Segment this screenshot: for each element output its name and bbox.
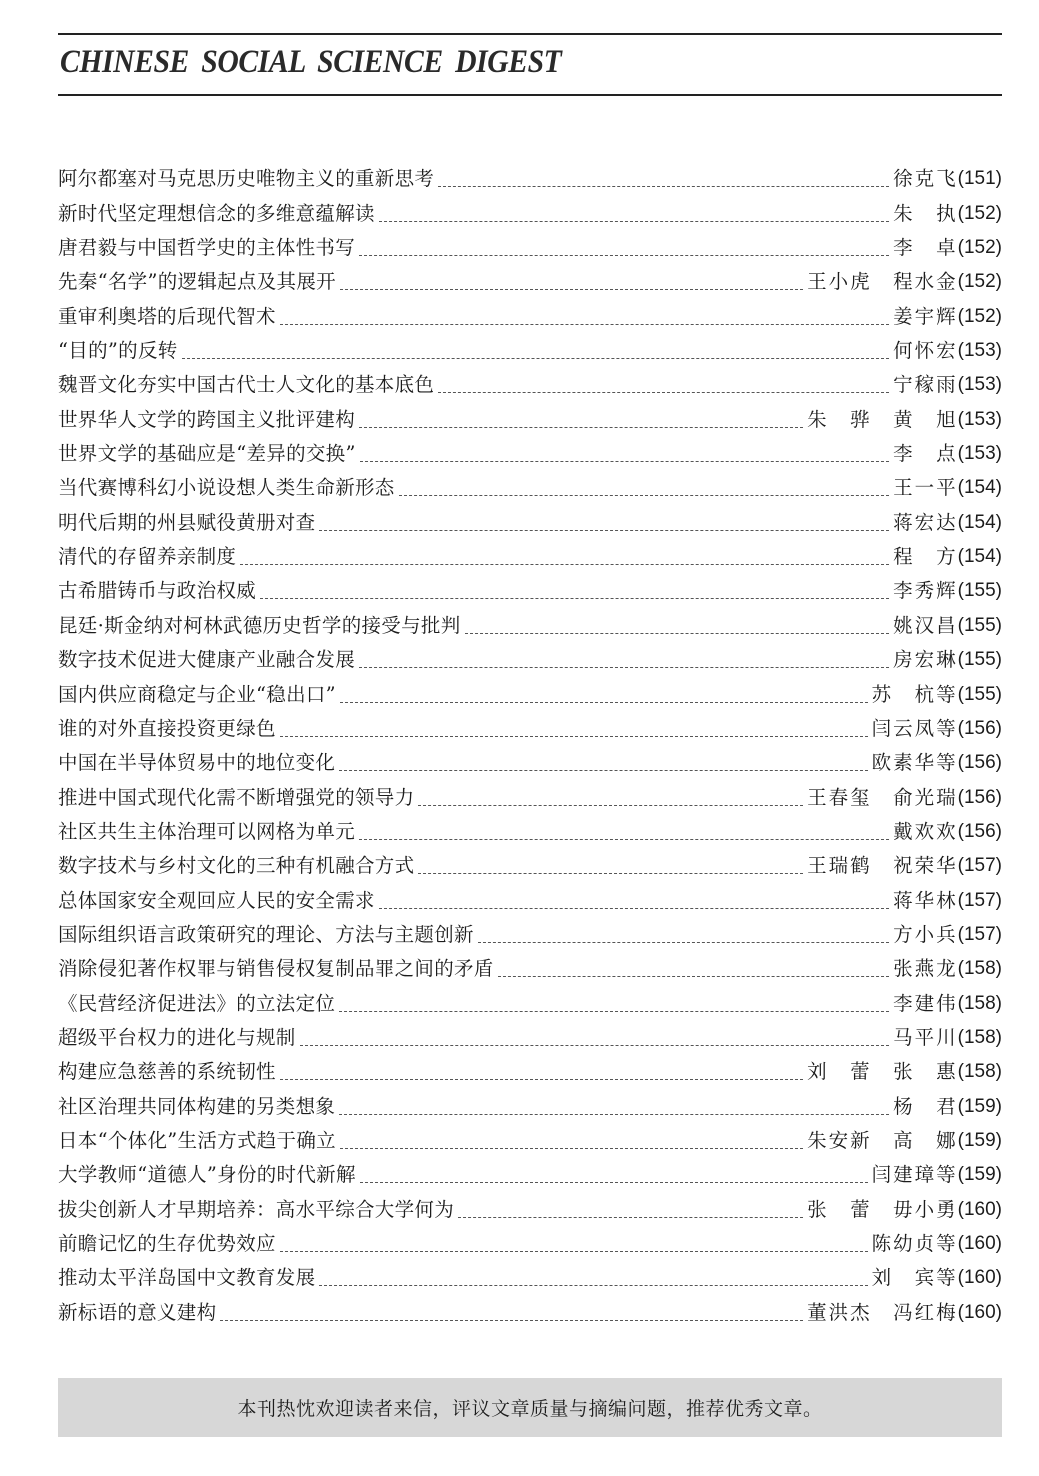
toc-entry[interactable] xyxy=(58,535,1002,569)
toc-entry-title: 《民营经济促进法》的立法定位 xyxy=(58,991,336,1015)
toc-entry[interactable] xyxy=(58,638,1002,672)
toc-entry-author: 蒋宏达 xyxy=(893,510,958,534)
toc-entry-title: 国际组织语言政策研究的理论、方法与主题创新 xyxy=(58,922,474,946)
toc-entry-author: 戴欢欢 xyxy=(893,819,958,843)
toc-entry-author: 闫建璋等 xyxy=(871,1163,958,1187)
journal-title: CHINESE SOCIAL SCIENCE DIGEST xyxy=(60,44,562,80)
toc-dot-leader xyxy=(418,805,803,806)
toc-entry[interactable] xyxy=(58,707,1002,741)
toc-entry-title: 清代的存留养亲制度 xyxy=(58,545,237,569)
toc-dot-leader xyxy=(340,702,868,703)
toc-entry-page: (159) xyxy=(957,1164,1002,1186)
toc-entry-page: (152) xyxy=(957,305,1002,327)
toc-entry-author: 董洪杰 冯红梅 xyxy=(807,1300,958,1324)
toc-entry-author: 欧素华等 xyxy=(871,751,958,775)
toc-dot-leader xyxy=(360,461,889,462)
toc-entry[interactable] xyxy=(58,741,1002,775)
toc-dot-leader xyxy=(339,1011,889,1012)
toc-entry-page: (155) xyxy=(957,580,1002,602)
toc-entry-page: (156) xyxy=(957,820,1002,842)
toc-dot-leader xyxy=(280,1079,803,1080)
toc-entry[interactable] xyxy=(58,981,1002,1015)
toc-dot-leader xyxy=(280,324,889,325)
toc-entry[interactable] xyxy=(58,191,1002,225)
toc-dot-leader xyxy=(340,1148,803,1149)
toc-entry[interactable] xyxy=(58,1187,1002,1221)
toc-entry[interactable] xyxy=(58,947,1002,981)
toc-entry-title: 拔尖创新人才早期培养：高水平综合大学何为 xyxy=(58,1197,455,1221)
toc-entry[interactable] xyxy=(58,1222,1002,1256)
toc-entry-title: 日本“个体化”生活方式趋于确立 xyxy=(58,1128,336,1152)
toc-dot-leader xyxy=(220,1320,803,1321)
toc-entry-title: 推动太平洋岛国中文教育发展 xyxy=(58,1266,316,1290)
toc-entry[interactable] xyxy=(58,363,1002,397)
toc-entry-author: 李秀辉 xyxy=(893,579,958,603)
toc-entry[interactable] xyxy=(58,466,1002,500)
toc-entry-author: 方小兵 xyxy=(893,922,958,946)
toc-entry[interactable] xyxy=(58,226,1002,260)
toc-entry[interactable] xyxy=(58,1016,1002,1050)
toc-entry[interactable] xyxy=(58,432,1002,466)
toc-entry-title: 唐君毅与中国哲学史的主体性书写 xyxy=(58,236,356,260)
toc-dot-leader xyxy=(418,873,803,874)
toc-dot-leader xyxy=(319,1285,867,1286)
toc-entry-title: 新时代坚定理想信念的多维意蕴解读 xyxy=(58,201,375,225)
toc-entry-page: (153) xyxy=(957,340,1002,362)
toc-entry-page: (157) xyxy=(957,889,1002,911)
toc-dot-leader xyxy=(240,564,889,565)
toc-entry-title: 中国在半导体贸易中的地位变化 xyxy=(58,751,336,775)
toc-entry-title: 古希腊铸币与政治权威 xyxy=(58,579,257,603)
toc-entry[interactable] xyxy=(58,913,1002,947)
toc-entry-author: 刘 宾等 xyxy=(871,1266,958,1290)
toc-dot-leader xyxy=(339,770,867,771)
toc-entry-title: 新标语的意义建构 xyxy=(58,1300,217,1324)
toc-entry-page: (155) xyxy=(957,614,1002,636)
toc-entry-author: 朱 执 xyxy=(893,201,958,225)
toc-entry[interactable] xyxy=(58,569,1002,603)
toc-entry[interactable] xyxy=(58,1119,1002,1153)
toc-entry-author: 何怀宏 xyxy=(893,339,958,363)
toc-dot-leader xyxy=(498,976,890,977)
toc-dot-leader xyxy=(260,598,889,599)
toc-dot-leader xyxy=(465,633,890,634)
toc-dot-leader xyxy=(379,221,889,222)
toc-dot-leader xyxy=(478,942,889,943)
toc-dot-leader xyxy=(438,186,889,187)
toc-entry-page: (159) xyxy=(957,1095,1002,1117)
toc-entry[interactable] xyxy=(58,294,1002,328)
toc-entry-title: 社区共生主体治理可以网格为单元 xyxy=(58,819,356,843)
toc-entry-title: 大学教师“道德人”身份的时代新解 xyxy=(58,1163,356,1187)
toc-dot-leader xyxy=(379,908,889,909)
toc-entry-page: (152) xyxy=(957,202,1002,224)
toc-entry[interactable] xyxy=(58,329,1002,363)
toc-entry-author: 李建伟 xyxy=(893,991,958,1015)
toc-entry-page: (158) xyxy=(957,992,1002,1014)
toc-entry-page: (160) xyxy=(957,1301,1002,1323)
toc-entry-title: 前瞻记忆的生存优势效应 xyxy=(58,1232,276,1255)
toc-entry-author: 王小虎 程水金 xyxy=(807,270,958,294)
toc-entry-page: (152) xyxy=(957,237,1002,259)
toc-entry-author: 刘 蕾 张 惠 xyxy=(807,1060,958,1084)
table-of-contents xyxy=(58,157,1002,1325)
toc-entry-page: (153) xyxy=(957,374,1002,396)
toc-entry-author: 王一平 xyxy=(893,476,958,500)
toc-entry-page: (158) xyxy=(957,958,1002,980)
toc-entry-title: 社区治理共同体构建的另类想象 xyxy=(58,1094,336,1118)
toc-entry-page: (159) xyxy=(957,1129,1002,1151)
toc-entry-author: 姜宇辉 xyxy=(893,304,958,328)
toc-entry-title: 数字技术促进大健康产业融合发展 xyxy=(58,648,356,672)
toc-entry-title: 超级平台权力的进化与规制 xyxy=(58,1025,296,1049)
toc-entry[interactable] xyxy=(58,775,1002,809)
toc-entry-page: (160) xyxy=(957,1233,1002,1254)
header-bottom-rule xyxy=(58,94,1002,96)
toc-entry-author: 李 点 xyxy=(893,442,958,466)
toc-entry-title: 谁的对外直接投资更绿色 xyxy=(58,716,276,740)
toc-entry[interactable] xyxy=(58,397,1002,431)
toc-dot-leader xyxy=(340,289,803,290)
toc-entry[interactable] xyxy=(58,260,1002,294)
toc-entry-title: 推进中国式现代化需不断增强党的领导力 xyxy=(58,785,415,809)
toc-entry-title: 先秦“名学”的逻辑起点及其展开 xyxy=(58,270,336,294)
toc-entry-author: 杨 君 xyxy=(893,1094,958,1118)
toc-dot-leader xyxy=(300,1045,890,1046)
toc-entry-author: 朱安新 高 娜 xyxy=(807,1128,958,1152)
toc-entry-author: 蒋华林 xyxy=(893,888,958,912)
toc-entry-page: (156) xyxy=(957,752,1002,774)
toc-entry-title: “目的”的反转 xyxy=(58,339,178,363)
toc-entry-page: (152) xyxy=(957,271,1002,293)
toc-entry-title: 世界文学的基础应是“差异的交换” xyxy=(58,442,356,466)
toc-entry[interactable] xyxy=(58,1153,1002,1187)
toc-dot-leader xyxy=(360,1182,868,1183)
toc-entry-author: 房宏琳 xyxy=(893,648,958,672)
toc-entry-page: (154) xyxy=(957,546,1002,568)
toc-entry-author: 王春玺 俞光瑞 xyxy=(807,785,958,809)
toc-dot-leader xyxy=(182,358,890,359)
toc-entry-title: 昆廷·斯金纳对柯林武德历史哲学的接受与批判 xyxy=(58,613,461,637)
toc-entry-author: 马平川 xyxy=(893,1025,958,1049)
toc-entry-title: 国内供应商稳定与企业“稳出口” xyxy=(58,682,336,706)
toc-entry-title: 数字技术与乡村文化的三种有机融合方式 xyxy=(58,854,415,878)
toc-entry-title: 当代赛博科幻小说设想人类生命新形态 xyxy=(58,476,395,500)
toc-entry-author: 朱 骅 黄 旭 xyxy=(807,407,958,431)
header-top-rule xyxy=(58,33,1002,35)
toc-entry-author: 王瑞鹤 祝荣华 xyxy=(807,854,958,878)
toc-dot-leader xyxy=(458,1217,803,1218)
toc-dot-leader xyxy=(280,1251,868,1252)
toc-dot-leader xyxy=(359,839,889,840)
toc-entry[interactable] xyxy=(58,500,1002,534)
toc-entry-title: 构建应急慈善的系统韧性 xyxy=(58,1060,276,1084)
toc-entry-page: (153) xyxy=(957,408,1002,430)
toc-entry-author: 陈幼贞等 xyxy=(871,1232,958,1255)
toc-entry[interactable] xyxy=(58,810,1002,844)
toc-entry-author: 李 卓 xyxy=(893,236,958,260)
toc-dot-leader xyxy=(280,736,868,737)
toc-entry-page: (158) xyxy=(957,1026,1002,1048)
toc-entry[interactable] xyxy=(58,878,1002,912)
reader-notice-banner: 本刊热忱欢迎读者来信，评议文章质量与摘编问题，推荐优秀文章。 xyxy=(58,1378,1002,1437)
toc-entry-title: 世界华人文学的跨国主义批评建构 xyxy=(58,407,356,431)
toc-entry-page: (157) xyxy=(957,923,1002,945)
toc-entry-title: 消除侵犯著作权罪与销售侵权复制品罪之间的矛盾 xyxy=(58,957,494,981)
toc-entry-author: 闫云凤等 xyxy=(871,716,958,740)
toc-entry-title: 魏晋文化夯实中国古代士人文化的基本底色 xyxy=(58,373,435,397)
toc-entry-author: 姚汉昌 xyxy=(893,613,958,637)
toc-entry-page: (160) xyxy=(957,1198,1002,1220)
toc-entry-author: 宁稼雨 xyxy=(893,373,958,397)
toc-dot-leader xyxy=(339,1114,889,1115)
toc-entry-title: 阿尔都塞对马克思历史唯物主义的重新思考 xyxy=(58,167,435,191)
toc-dot-leader xyxy=(359,427,803,428)
toc-entry-author: 徐克飞 xyxy=(893,167,958,191)
toc-entry-page: (154) xyxy=(957,477,1002,499)
toc-entry-author: 程 方 xyxy=(893,545,958,569)
toc-dot-leader xyxy=(319,530,889,531)
toc-entry[interactable] xyxy=(58,844,1002,878)
toc-entry-page: (156) xyxy=(957,717,1002,739)
toc-dot-leader xyxy=(399,495,890,496)
toc-entry-title: 重审利奥塔的后现代智术 xyxy=(58,304,276,328)
toc-entry-title: 明代后期的州县赋役黄册对查 xyxy=(58,510,316,534)
toc-dot-leader xyxy=(359,667,889,668)
toc-entry-author: 张燕龙 xyxy=(893,957,958,981)
toc-entry[interactable] xyxy=(58,672,1002,706)
toc-dot-leader xyxy=(438,392,889,393)
toc-entry-page: (155) xyxy=(957,683,1002,705)
toc-entry[interactable] xyxy=(58,157,1002,191)
toc-entry-page: (158) xyxy=(957,1061,1002,1083)
toc-dot-leader xyxy=(359,255,889,256)
toc-entry[interactable] xyxy=(58,1050,1002,1084)
toc-entry-page: (151) xyxy=(957,168,1002,190)
toc-entry-page: (155) xyxy=(957,649,1002,671)
toc-entry-page: (153) xyxy=(957,443,1002,465)
toc-entry-page: (160) xyxy=(957,1267,1002,1289)
toc-entry-author: 张 蕾 毋小勇 xyxy=(807,1197,958,1221)
toc-entry[interactable] xyxy=(58,603,1002,637)
toc-entry[interactable] xyxy=(58,1084,1002,1118)
toc-entry[interactable] xyxy=(58,1256,1002,1290)
toc-entry-page: (157) xyxy=(957,855,1002,877)
toc-entry-page: (154) xyxy=(957,511,1002,533)
toc-entry[interactable] xyxy=(58,1290,1002,1324)
toc-entry-title: 总体国家安全观回应人民的安全需求 xyxy=(58,888,375,912)
toc-entry-author: 苏 杭等 xyxy=(871,682,958,706)
toc-entry-page: (156) xyxy=(957,786,1002,808)
